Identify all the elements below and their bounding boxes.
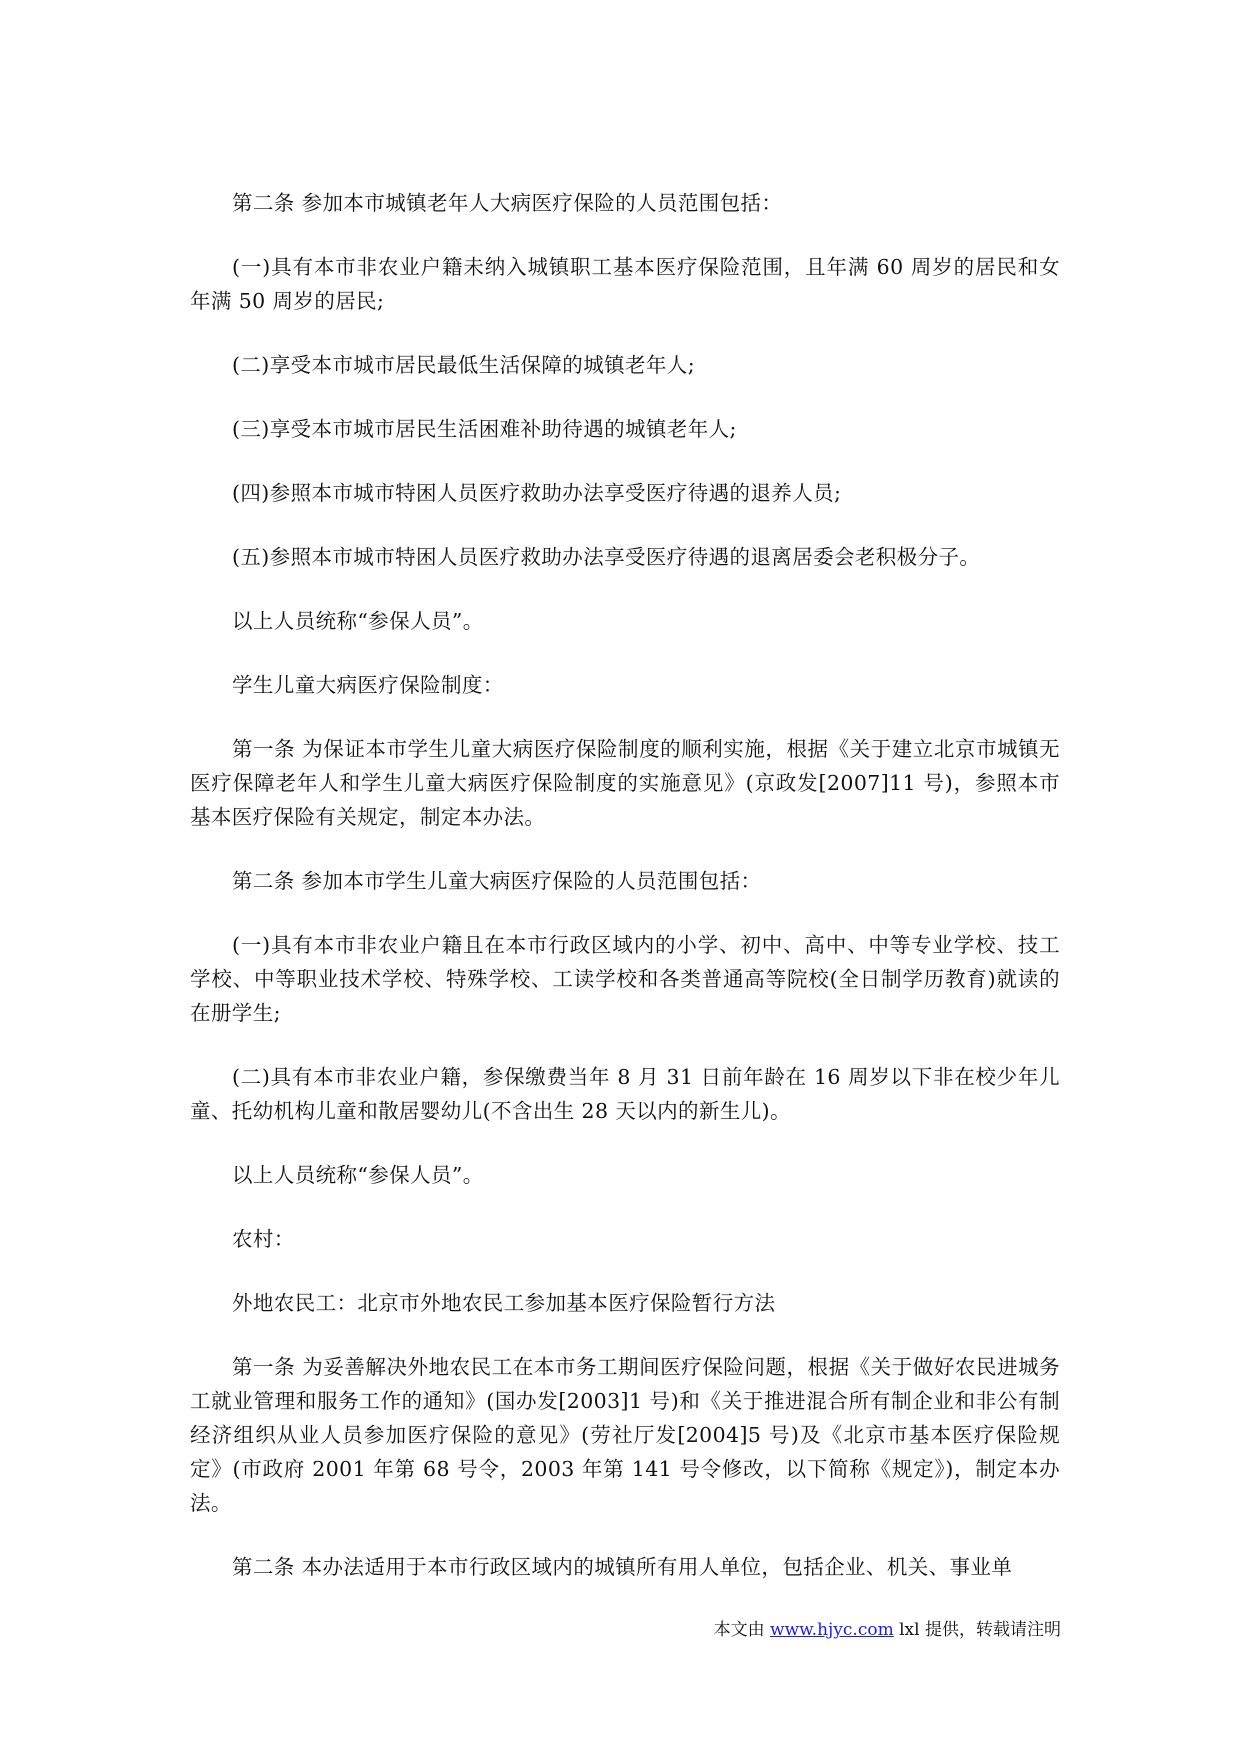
paragraph-5: (四)参照本市城市特困人员医疗救助办法享受医疗待遇的退养人员; bbox=[232, 481, 842, 505]
paragraph-17: 第二条 本办法适用于本市行政区域内的城镇所有用人单位，包括企业、机关、事业单 bbox=[232, 1555, 1013, 1579]
paragraph-3: (二)享受本市城市居民最低生活保障的城镇老年人; bbox=[232, 353, 696, 377]
paragraph-6: (五)参照本市城市特困人员医疗救助办法享受医疗待遇的退离居委会老积极分子。 bbox=[232, 545, 981, 569]
paragraph-7: 以上人员统称“参保人员”。 bbox=[232, 609, 484, 633]
paragraph-15: 外地农民工：北京市外地农民工参加基本医疗保险暂行方法 bbox=[232, 1291, 776, 1315]
paragraph-13: 以上人员统称“参保人员”。 bbox=[232, 1163, 484, 1187]
document-body bbox=[190, 186, 1060, 1614]
paragraph-4: (三)享受本市城市居民生活困难补助待遇的城镇老年人; bbox=[232, 417, 737, 441]
paragraph-12: (二)具有本市非农业户籍，参保缴费当年 8 月 31 日前年龄在 16 周岁以下非在校少年儿童、托幼机构儿童和散居婴幼儿(不含出生 28 天以内的新生儿)。 bbox=[190, 1065, 1060, 1123]
paragraph-16: 第一条 为妥善解决外地农民工在本市务工期间医疗保险问题，根据《关于做好农民进城务工就业管理和服务工作的通知》(国办发[2003]1 号)和《关于推进混合所有制企业和非公有制经济组织从业人员参加医疗保险的意见》(劳社厅发[2004]5 号)及《北京市基本医疗保险规定》(市政府 2001 年第 68 号令，2003 年第 141 号令修改，以下简称《规定》)，制定本办法。 bbox=[190, 1355, 1060, 1515]
footer-link[interactable]: www.hjyc.com bbox=[770, 1620, 894, 1640]
footer-prefix: 本文由 bbox=[713, 1620, 771, 1640]
paragraph-14: 农村： bbox=[232, 1227, 295, 1251]
paragraph-1: 第二条 参加本市城镇老年人大病医疗保险的人员范围包括： bbox=[232, 191, 783, 215]
paragraph-8: 学生儿童大病医疗保险制度： bbox=[232, 673, 504, 697]
paragraph-9: 第一条 为保证本市学生儿童大病医疗保险制度的顺利实施，根据《关于建立北京市城镇无医疗保障老年人和学生儿童大病医疗保险制度的实施意见》(京政发[2007]11 号)，参照本市基本医疗保险有关规定，制定本办法。 bbox=[190, 737, 1060, 829]
paragraph-11: (一)具有本市非农业户籍且在本市行政区域内的小学、初中、高中、中等专业学校、技工学校、中等职业技术学校、特殊学校、工读学校和各类普通高等院校(全日制学历教育)就读的在册学生; bbox=[190, 933, 1060, 1025]
page-footer bbox=[714, 1618, 1061, 1642]
footer-suffix: lxl 提供，转载请注明 bbox=[893, 1620, 1061, 1640]
paragraph-2: (一)具有本市非农业户籍未纳入城镇职工基本医疗保险范围，且年满 60 周岁的居民和女年满 50 周岁的居民; bbox=[190, 255, 1060, 313]
paragraph-10: 第二条 参加本市学生儿童大病医疗保险的人员范围包括： bbox=[232, 869, 762, 893]
